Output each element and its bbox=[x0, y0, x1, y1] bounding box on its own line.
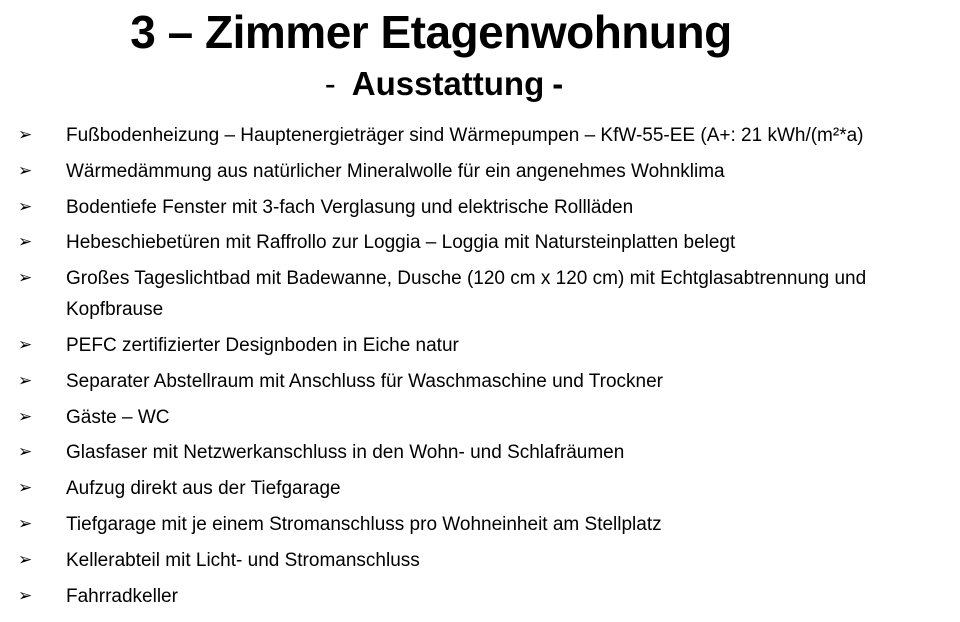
list-item-text: Fahrradkeller bbox=[66, 585, 178, 607]
list-item bbox=[0, 509, 960, 540]
subtitle-dash-left: - bbox=[324, 65, 336, 102]
arrowhead-bullet-icon: ➢ bbox=[18, 125, 33, 145]
arrowhead-bullet-icon: ➢ bbox=[18, 478, 33, 499]
list-item bbox=[0, 156, 960, 187]
page-subtitle bbox=[0, 62, 888, 106]
arrowhead-bullet-icon: ➢ bbox=[18, 406, 33, 427]
arrowhead-bullet-icon: ➢ bbox=[18, 549, 33, 570]
list-item bbox=[0, 366, 960, 397]
list-item bbox=[0, 437, 960, 468]
arrowhead-bullet-icon: ➢ bbox=[18, 196, 33, 217]
arrowhead-bullet-icon: ➢ bbox=[18, 442, 33, 463]
list-item bbox=[0, 402, 960, 433]
list-item-text: Wärmedämmung aus natürlicher Mineralwolle für ein angenehmes Wohnklima bbox=[66, 160, 725, 182]
list-item-text: Separater Abstellraum mit Anschluss für Waschmaschine und Trockner bbox=[66, 370, 663, 392]
feature-list bbox=[0, 120, 960, 616]
list-item-text: Bodentiefe Fenster mit 3-fach Verglasung und elektrische Rollläden bbox=[66, 196, 634, 218]
arrowhead-bullet-icon: ➢ bbox=[18, 334, 33, 355]
list-item-text: Kellerabteil mit Licht- und Stromanschluss bbox=[66, 549, 420, 571]
arrowhead-bullet-icon: ➢ bbox=[18, 160, 33, 181]
arrowhead-bullet-icon: ➢ bbox=[18, 268, 33, 289]
subtitle-dash-right: - bbox=[552, 65, 564, 102]
arrowhead-bullet-icon: ➢ bbox=[18, 370, 33, 391]
list-item-text: Hebeschiebetüren mit Raffrollo zur Loggia – Loggia mit Natursteinplatten belegt bbox=[66, 232, 736, 254]
subtitle-text: Ausstattung bbox=[351, 65, 545, 102]
arrowhead-bullet-icon: ➢ bbox=[18, 232, 33, 253]
list-item-text: Fußbodenheizung – Hauptenergieträger sind Wärmepumpen – KfW-55-EE (A+: 21 kWh/(m²*a) bbox=[66, 125, 864, 146]
list-item bbox=[0, 263, 960, 325]
list-item bbox=[0, 330, 960, 361]
list-item bbox=[0, 473, 960, 504]
arrowhead-bullet-icon: ➢ bbox=[18, 585, 33, 606]
list-item-text: Gäste – WC bbox=[66, 406, 170, 428]
list-item bbox=[0, 227, 960, 258]
list-item-text: Großes Tageslichtbad mit Badewanne, Dusche (120 cm x 120 cm) mit Echtglasabtrennung und Kopfbrause bbox=[66, 268, 867, 321]
list-item bbox=[0, 120, 960, 151]
list-item-text: Tiefgarage mit je einem Stromanschluss pro Wohneinheit am Stellplatz bbox=[66, 513, 662, 535]
arrowhead-bullet-icon: ➢ bbox=[18, 513, 33, 534]
page-title: 3 – Zimmer Etagenwohnung bbox=[130, 6, 732, 58]
list-item-text: Aufzug direkt aus der Tiefgarage bbox=[66, 478, 341, 500]
list-item bbox=[0, 545, 960, 576]
list-item-text: PEFC zertifizierter Designboden in Eiche natur bbox=[66, 334, 459, 356]
list-item-text: Glasfaser mit Netzwerkanschluss in den Wohn- und Schlafräumen bbox=[66, 442, 625, 464]
list-item bbox=[0, 192, 960, 223]
list-item bbox=[0, 581, 960, 612]
